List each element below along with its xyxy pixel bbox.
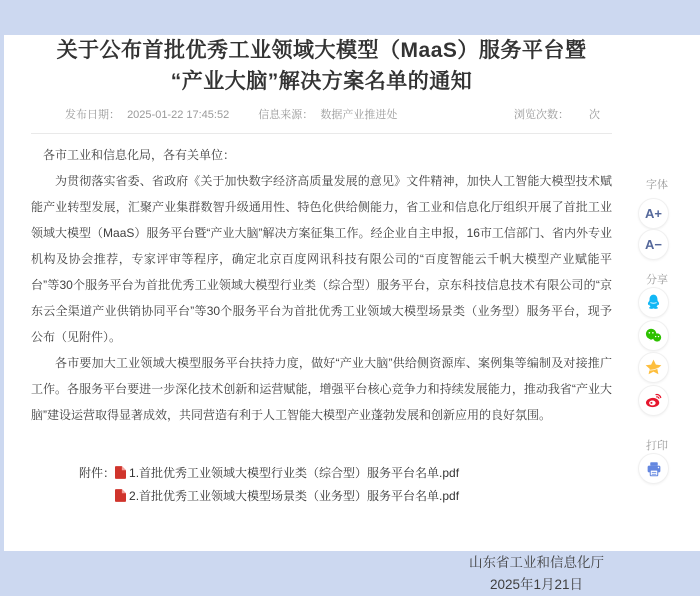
article-card — [4, 35, 700, 592]
attachments-list — [115, 462, 459, 508]
font-increase-button[interactable]: A+ — [638, 198, 669, 229]
source-label: 信息来源： — [258, 109, 314, 121]
print-label: 打印 — [646, 440, 668, 452]
article-main-column — [31, 35, 612, 596]
publish-date-label: 发布日期： — [65, 109, 120, 121]
views-label: 浏览次数： — [514, 109, 569, 121]
wechat-icon — [644, 326, 663, 345]
font-decrease-button[interactable]: A− — [638, 229, 669, 260]
pdf-icon — [115, 489, 126, 502]
font-size-label: 字体 — [646, 179, 668, 191]
share-label: 分享 — [646, 274, 668, 286]
attachments-label: 附件： — [79, 466, 116, 480]
body-paragraph-2: 各市要加大工业领域大模型服务平台扶持力度，做好“产业大脑”供给侧资源库、案例集等编制及对接推广工作。各服务平台要进一步深化技术创新和运营赋能，增强平台核心竞争力和持续发展能力，推动我省“产业大脑”建设运营取得显著成效，共同营造有利于人工智能大模型产业蓬勃发展和创新应用的良好氛围。 — [31, 356, 612, 422]
meta-divider — [31, 133, 612, 134]
weibo-icon — [644, 391, 663, 410]
pdf-icon — [115, 466, 126, 479]
article-meta-row — [31, 106, 612, 122]
qzone-icon — [644, 358, 663, 377]
article-meta-left — [65, 106, 401, 122]
page-title-line1: 关于公布首批优秀工业领域大模型（MaaS）服务平台暨 — [56, 39, 587, 62]
source-value: 数据产业推进处 — [320, 109, 398, 121]
article-body — [31, 142, 612, 428]
signature-org: 山东省工业和信息化厅 — [469, 555, 604, 570]
body-paragraph-1: 为贯彻落实省委、省政府《关于加快数字经济高质量发展的意见》文件精神，加快人工智能大模型技术赋能产业转型发展，汇聚产业集群数智升级通用性、特色化供给侧能力，省工业和信息化厅组织开展了首批工业领域大模型（MaaS）服务平台暨“产业大脑”解决方案征集工作。经企业自主申报，16市工信部门、省内外专业机构及协会推荐，专家评审等程序，确定北京百度网讯科技有限公司的“百度智能云千帆大模型产业赋能平台”等30个服务平台为首批优秀工业领域大模型行业类（综合型）服务平台，京东科技信息技术有限公司的“京东云全渠道产业供销协同平台”等30个服务平台为首批优秀工业领域大模型场景类（业务型）服务平台，现予公布（见附件）。 — [31, 174, 612, 344]
attachments-block — [31, 462, 612, 508]
article-meta-right — [514, 106, 600, 122]
share-weibo-button[interactable] — [638, 385, 669, 416]
share-wechat-button[interactable] — [638, 320, 669, 351]
share-qq-button[interactable] — [638, 287, 669, 318]
qq-icon — [644, 293, 663, 312]
attachment-name: 1.首批优秀工业领域大模型行业类（综合型）服务平台名单.pdf — [129, 466, 460, 480]
attachment-name: 2.首批优秀工业领域大模型场景类（业务型）服务平台名单.pdf — [129, 489, 460, 503]
share-qzone-button[interactable] — [638, 352, 669, 383]
printer-icon — [645, 460, 663, 478]
addressee-line: 各市工业和信息化局，各有关单位： — [43, 148, 236, 162]
page-title-line2: “产业大脑”解决方案名单的通知 — [170, 70, 473, 93]
views-suffix: 次 — [589, 109, 600, 121]
print-button[interactable] — [638, 453, 669, 484]
page-title — [31, 35, 612, 97]
attachment-link-1[interactable] — [115, 462, 459, 485]
toolbar-sidebar — [637, 35, 683, 551]
attachment-link-2[interactable] — [115, 485, 459, 508]
signature-block — [469, 552, 604, 596]
publish-date-value: 2025-01-22 17:45:52 — [127, 109, 230, 121]
signature-date: 2025年1月21日 — [489, 577, 584, 592]
